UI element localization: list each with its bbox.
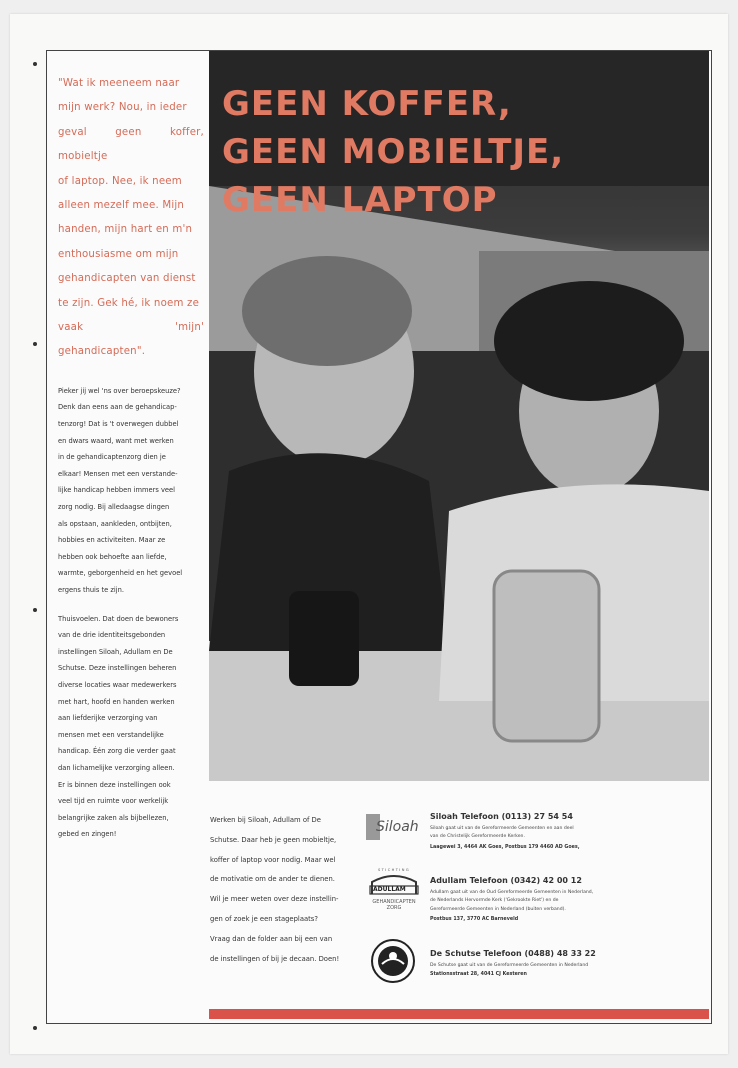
- org-desc: De Schutse gaat uit van de Gereformeerde Gemeenten in Nederland: [430, 963, 589, 968]
- org-desc: van de Christelijk Gereformeerde Kerken.: [430, 834, 525, 840]
- body-line: belangrijke zaken als bijbellezen,: [58, 813, 169, 822]
- body-line: gebed en zingen!: [58, 830, 117, 839]
- mid-line: koffer of laptop voor nodig. Maar wel: [210, 855, 336, 864]
- body-line: Pieker jij wel 'ns over beroepskeuze?: [58, 386, 181, 395]
- siloah-logo-text: Siloah: [376, 819, 419, 835]
- mid-line: Schutse. Daar heb je geen mobieltje,: [210, 835, 337, 844]
- schutse-logo: [370, 938, 416, 984]
- body-line: Schutse. Deze instellingen beheren: [58, 664, 177, 673]
- headline: [222, 80, 702, 224]
- body-line: met hart, hoofd en handen werken: [58, 697, 175, 706]
- org-address: Stationsstraat 28, 4041 CJ Kesteren: [430, 972, 527, 978]
- body-line: Er is binnen deze instellingen ook: [58, 780, 171, 789]
- mid-line: de motivatie om de ander te dienen.: [210, 875, 335, 884]
- mid-line: gen of zoek je een stageplaats?: [210, 914, 318, 923]
- margin-dot: [33, 608, 37, 612]
- body-line: warmte, geborgenheid en het gevoel: [58, 569, 183, 578]
- schutse-emblem-icon: [370, 938, 416, 984]
- org-desc: Gereformeerde Gemeenten in Nederland (buiten verband).: [430, 906, 566, 912]
- headline-line: GEEN KOFFER,: [222, 84, 512, 124]
- siloah-logo: [366, 812, 422, 842]
- mid-line: Wil je meer weten over deze instellin-: [210, 895, 339, 904]
- body-line: instellingen Siloah, Adullam en De: [58, 647, 173, 656]
- org-adullam: [430, 876, 700, 922]
- body-line: hobbies en activiteiten. Maar ze: [58, 536, 166, 545]
- body-line: en dwars waard, want met werken: [58, 436, 174, 445]
- adullam-logo-zorg: ZORG: [386, 905, 402, 911]
- quote-line: te zijn. Gek hé, ik noem ze: [58, 297, 200, 309]
- quote-line: handen, mijn hart en m'n: [58, 224, 193, 236]
- red-footer-bar: [209, 1009, 709, 1019]
- adullam-logo-text: ADULLAM: [373, 886, 406, 893]
- body-line: veel tijd en ruimte voor werkelijk: [58, 797, 169, 806]
- body-line: ergens thuis te zijn.: [58, 586, 124, 594]
- quote-line: vaak 'mijn' gehandicapten".: [58, 322, 204, 358]
- org-schutse: [430, 949, 700, 977]
- body-line: Thuisvoelen. Dat doen de bewoners: [58, 614, 179, 623]
- body-line: zorg nodig. Bij alledaagse dingen: [58, 503, 170, 512]
- body-line: tenzorg! Dat is 't overwegen dubbel: [58, 420, 179, 429]
- org-address: Laagewei 3, 4464 AK Goes, Postbus 179 4460 AD Goes,: [430, 844, 580, 850]
- quote-line: alleen mezelf mee. Mijn: [58, 200, 185, 212]
- left-column: [58, 72, 204, 843]
- body-line: diverse locaties waar medewerkers: [58, 680, 177, 689]
- body-line: als opstaan, aankleden, ontbijten,: [58, 519, 172, 528]
- middle-column: [210, 811, 352, 969]
- margin-dot: [33, 62, 37, 66]
- quote-line: of laptop. Nee, ik neem: [58, 175, 182, 187]
- pull-quote: [58, 72, 204, 365]
- adullam-stichting: STICHTING: [377, 868, 411, 872]
- quote-line: "Wat ik meeneem naar: [58, 78, 180, 89]
- org-title: De Schutse Telefoon (0488) 48 33 22: [430, 949, 596, 958]
- org-title: Siloah Telefoon (0113) 27 54 54: [430, 812, 573, 821]
- adullam-logo: [366, 868, 422, 920]
- quote-line: mijn werk? Nou, in ieder: [58, 102, 187, 114]
- margin-dot: [33, 342, 37, 346]
- org-desc: Adullam gaat uit van de Oud Gereformeerde Gemeenten in Nederland,: [430, 890, 594, 895]
- quote-line: geval geen koffer, mobieltje: [58, 126, 204, 163]
- body-line: aan liefderijke verzorging van: [58, 714, 158, 723]
- body-line: hebben ook behoefte aan liefde,: [58, 552, 167, 561]
- body-paragraph-1: [58, 383, 204, 599]
- quote-line: gehandicapten van dienst: [58, 273, 196, 285]
- body-line: in de gehandicaptenzorg dien je: [58, 453, 166, 462]
- body-line: dan lichamelijke verzorging alleen.: [58, 763, 175, 772]
- org-desc: Siloah gaat uit van de Gereformeerde Gemeenten en aan deel: [430, 826, 574, 831]
- org-address: Postbus 137, 3770 AC Barneveld: [430, 917, 519, 923]
- mid-line: de instellingen of bij je decaan. Doen!: [210, 954, 340, 963]
- body-paragraph-2: [58, 611, 204, 843]
- org-title: Adullam Telefoon (0342) 42 00 12: [430, 876, 582, 885]
- org-desc: de Nederlands Hervormde Kerk ('Gekrookte Riet') en de: [430, 898, 559, 904]
- body-line: Denk dan eens aan de gehandicap-: [58, 403, 177, 412]
- adullam-logo-sub: GEHANDICAPTEN: [372, 899, 416, 905]
- body-line: handicap. Één zorg die verder gaat: [58, 747, 176, 756]
- headline-line: GEEN MOBIELTJE,: [222, 132, 565, 172]
- mid-line: Vraag dan de folder aan bij een van: [210, 934, 333, 943]
- body-line: lijke handicap hebben immers veel: [58, 486, 175, 495]
- body-line: mensen met een verstandelijke: [58, 730, 164, 739]
- quote-line: enthousiasme om mijn: [58, 248, 179, 260]
- body-line: van de drie identiteitsgebonden: [58, 631, 166, 640]
- margin-dot: [33, 1026, 37, 1030]
- mid-line: Werken bij Siloah, Adullam of De: [210, 816, 321, 824]
- body-line: elkaar! Mensen met een verstande-: [58, 469, 178, 478]
- org-siloah: [430, 812, 700, 850]
- headline-line: GEEN LAPTOP: [222, 180, 498, 220]
